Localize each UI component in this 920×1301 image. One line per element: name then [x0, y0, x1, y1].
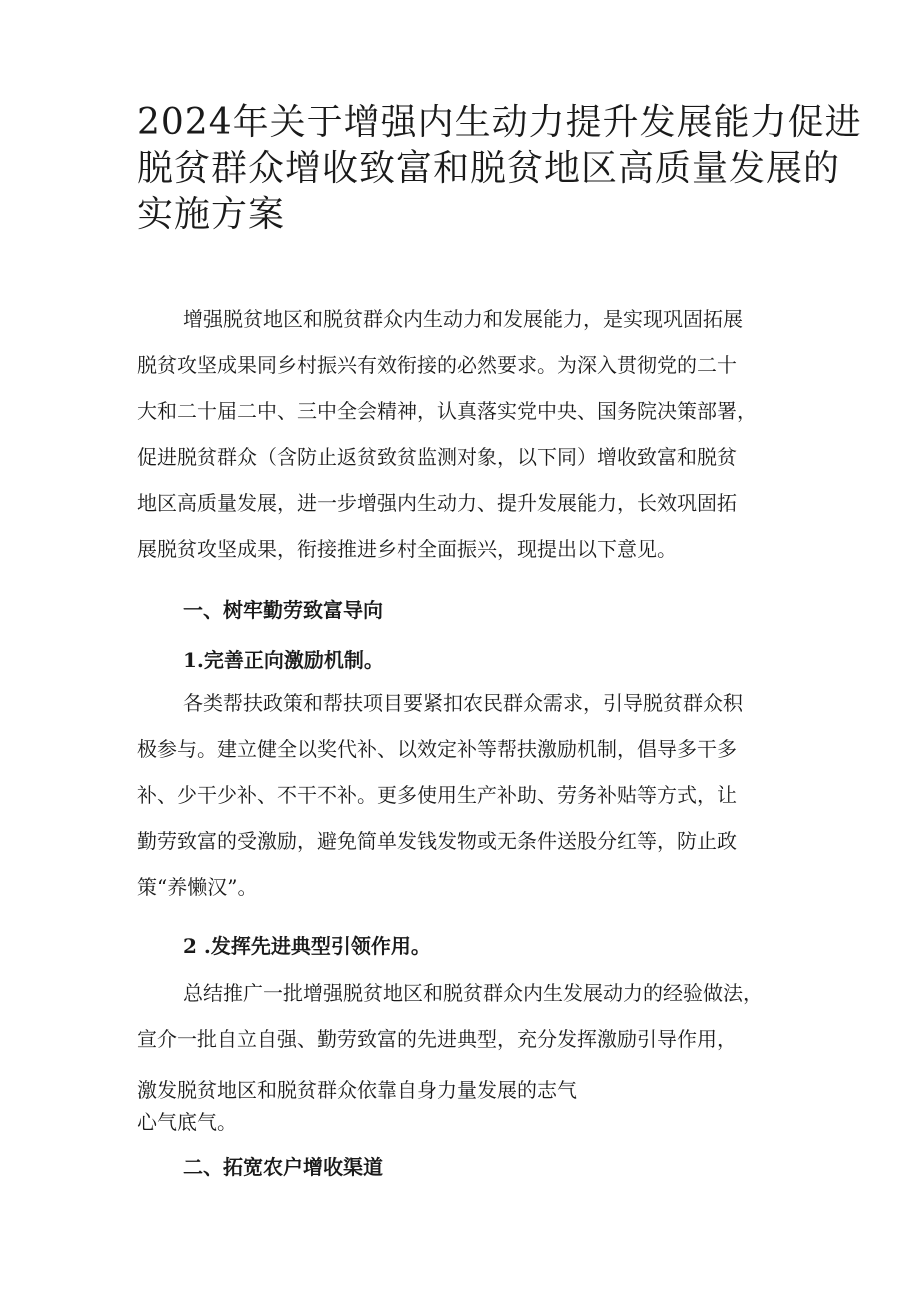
paragraph-line: 补、少干少补、不干不补。更多使用生产补助、劳务补贴等方式，让 [137, 783, 737, 807]
item-2-paragraph-tail [137, 1074, 797, 1138]
item-heading-1: 1.完善正向激励机制。 [183, 648, 384, 672]
paragraph-line: 心气底气。 [137, 1110, 237, 1134]
section-heading-1: 一、树牢勤劳致富导向 [183, 598, 383, 622]
paragraph-line: 脱贫攻坚成果同乡村振兴有效衔接的必然要求。为深入贯彻党的二十 [137, 353, 737, 377]
item-2-paragraph [137, 970, 797, 1062]
title-line: 脱贫群众增收致富和脱贫地区高质量发展的 [137, 148, 841, 189]
paragraph-line: 策“养懒汉”。 [137, 875, 258, 899]
title-line: 实施方案 [137, 194, 286, 235]
item-1-paragraph [137, 680, 797, 910]
paragraph-line: 展脱贫攻坚成果，衔接推进乡村全面振兴，现提出以下意见。 [137, 537, 677, 561]
paragraph-line: 极参与。建立健全以奖代补、以效定补等帮扶激励机制，倡导多干多 [137, 737, 737, 761]
item-heading-2: 2 .发挥先进典型引领作用。 [183, 934, 431, 958]
paragraph-line: 地区高质量发展，进一步增强内生动力、提升发展能力，长效巩固拓 [137, 491, 737, 515]
paragraph-line: 大和二十届二中、三中全会精神，认真落实党中央、国务院决策部署， [137, 399, 757, 423]
paragraph-line: 各类帮扶政策和帮扶项目要紧扣农民群众需求，引导脱贫群众积 [183, 691, 743, 715]
paragraph-line: 宣介一批自立自强、勤劳致富的先进典型，充分发挥激励引导作用， [137, 1027, 737, 1051]
document-title [137, 100, 862, 238]
paragraph-line: 增强脱贫地区和脱贫群众内生动力和发展能力，是实现巩固拓展 [183, 307, 743, 331]
paragraph-line: 勤劳致富的受激励，避免简单发钱发物或无条件送股分红等，防止政 [137, 829, 737, 853]
title-line: 2024年关于增强内生动力提升发展能力促进 [137, 102, 862, 143]
paragraph-line: 激发脱贫地区和脱贫群众依靠自身力量发展的志气 [137, 1078, 577, 1102]
paragraph-line: 促进脱贫群众（含防止返贫致贫监测对象，以下同）增收致富和脱贫 [137, 445, 737, 469]
intro-paragraph [137, 296, 797, 572]
paragraph-line: 总结推广一批增强脱贫地区和脱贫群众内生发展动力的经验做法， [183, 981, 763, 1005]
section-heading-2: 二、拓宽农户增收渠道 [183, 1155, 383, 1179]
